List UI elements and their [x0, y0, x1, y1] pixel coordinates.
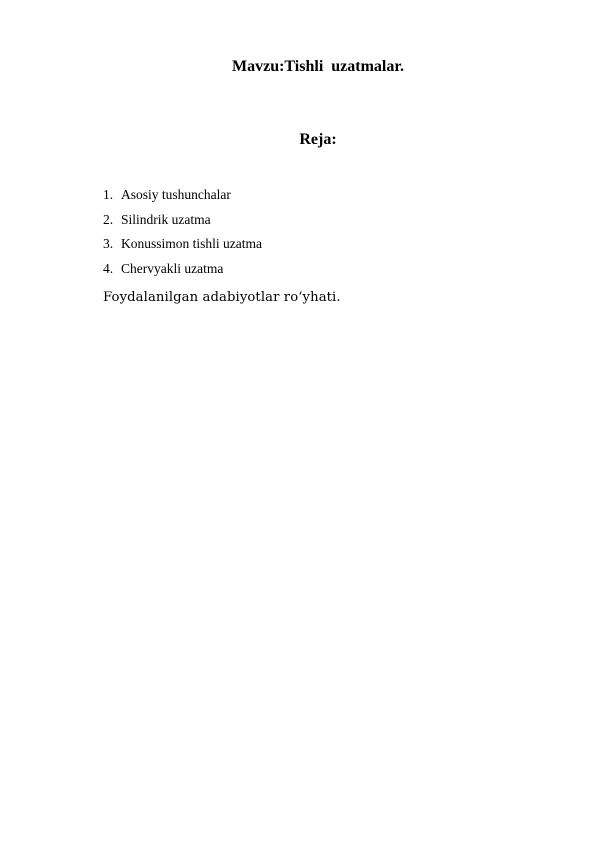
references-line: Foydalanilgan adabiyotlar ro‘yhati.: [103, 290, 341, 305]
list-item-number: 1.: [103, 187, 114, 202]
list-item-number: 2.: [103, 211, 114, 227]
list-item-text: Chervyakli uzatma: [121, 261, 224, 277]
list-item-text: Konussimon tishli uzatma: [121, 236, 262, 252]
list-item-text: Asosiy tushunchalar: [121, 187, 231, 202]
list-item: [103, 211, 262, 236]
plan-list: [103, 186, 262, 285]
list-item-number: 3.: [103, 236, 114, 252]
list-item: [103, 235, 262, 260]
list-item-text: Silindrik uzatma: [121, 211, 211, 227]
list-item-number: 4.: [103, 261, 114, 277]
document-title: Mavzu:Tishli uzatmalar.: [231, 58, 404, 75]
list-item: [103, 186, 262, 211]
plan-heading: Reja:: [299, 131, 337, 148]
list-item: [103, 260, 262, 285]
